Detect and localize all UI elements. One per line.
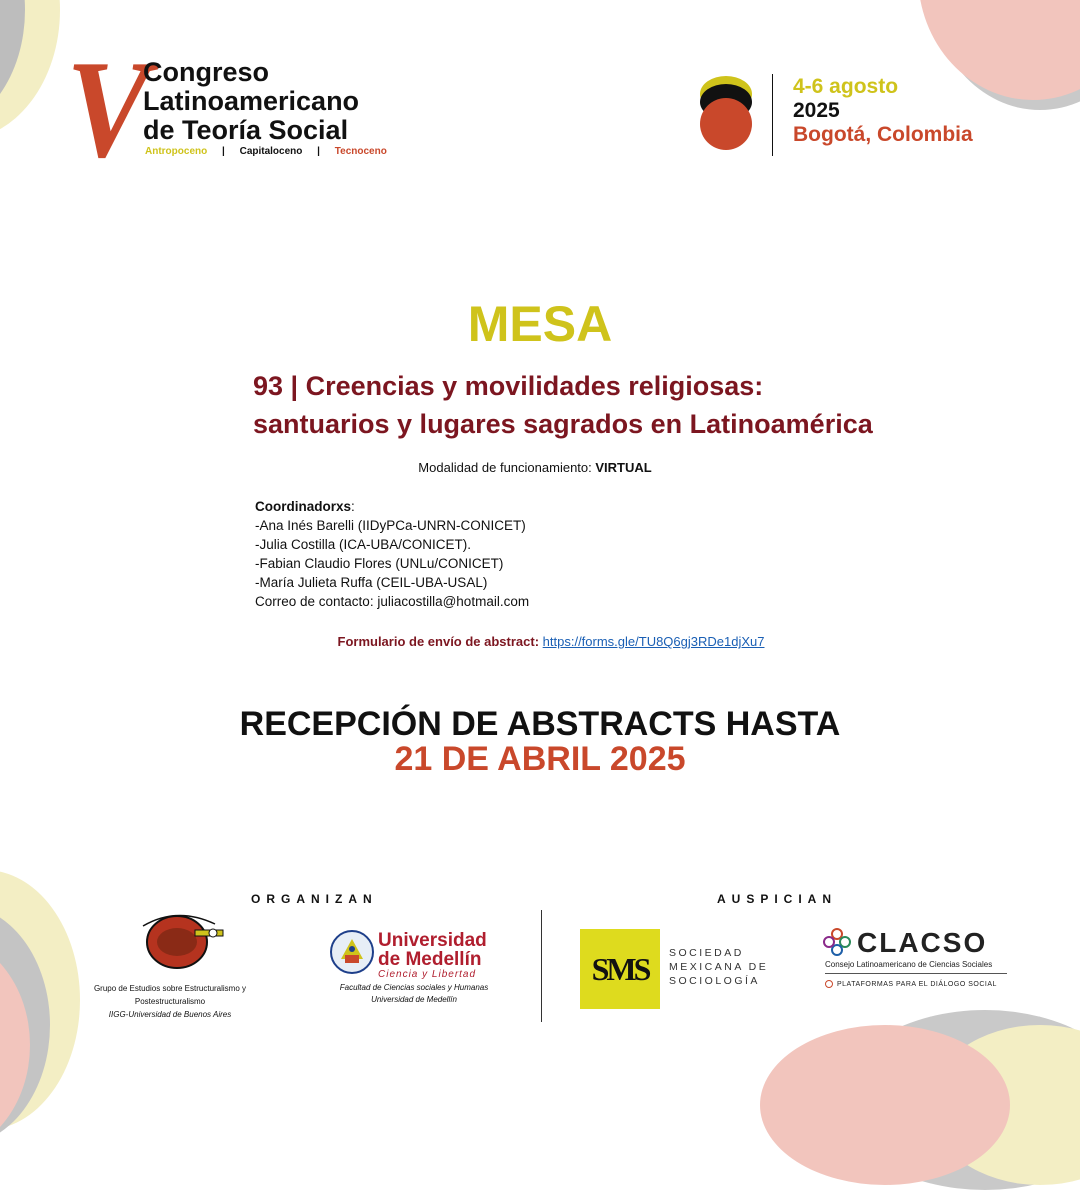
- org1-caption-line: Grupo de Estudios sobre Estructuralismo y: [93, 984, 247, 993]
- auspician-label: AUSPICIAN: [717, 892, 838, 906]
- org1-caption-line: Postestructuralismo: [134, 997, 206, 1006]
- tagline-antropoceno: Antropoceno: [145, 146, 208, 157]
- congress-title-line: Congreso: [143, 57, 270, 87]
- sms-word-line: MEXICANA DE: [669, 961, 769, 973]
- modalidad-value: VIRTUAL: [595, 460, 652, 475]
- coordinator-item: -Julia Costilla (ICA-UBA/CONICET).: [255, 537, 472, 552]
- coordinators-block: [255, 497, 529, 611]
- clacso-name: CLACSO: [857, 927, 988, 958]
- clacso-platforms: [825, 980, 997, 988]
- organizan-label: ORGANIZAN: [251, 892, 378, 906]
- tagline-separator: |: [222, 146, 225, 157]
- mesa-title: [253, 367, 953, 443]
- udem-name-line1: Universidad: [378, 930, 487, 951]
- clacso-rule: [825, 973, 1007, 974]
- grupo-estructuralismo-logo-icon: [135, 906, 227, 972]
- universidad-medellin-crest-icon: [329, 929, 375, 975]
- congress-numeral-logo: V: [66, 32, 151, 187]
- event-location: Bogotá, Colombia: [793, 123, 973, 146]
- form-link[interactable]: https://forms.gle/TU8Q6gj3RDe1djXu7: [542, 634, 765, 649]
- tagline-separator: |: [317, 146, 320, 157]
- coordinator-item: -Ana Inés Barelli (IIDyPCa-UNRN-CONICET): [255, 518, 526, 533]
- clacso-flower-icon: [823, 928, 851, 956]
- form-label: Formulario de envío de abstract:: [337, 634, 543, 649]
- udem-motto: Ciencia y Libertad: [378, 969, 477, 980]
- abstract-form-line: [0, 634, 1080, 649]
- clacso-platforms-text: PLATAFORMAS PARA EL DIÁLOGO SOCIAL: [837, 980, 997, 988]
- congress-title: [143, 58, 359, 145]
- org1-caption-line: IIGG-Universidad de Buenos Aires: [108, 1010, 232, 1019]
- sms-wordmark: [669, 946, 768, 988]
- tagline-capitaloceno: Capitaloceno: [239, 146, 303, 157]
- deadline-block: [0, 707, 1080, 777]
- org2-caption-line: Universidad de Medellín: [371, 995, 457, 1004]
- clacso-subtitle: Consejo Latinoamericano de Ciencias Sociales: [825, 960, 993, 969]
- date-emblem-icon: [698, 76, 754, 152]
- udem-wordmark: [378, 931, 487, 980]
- tagline-tecnoceno: Tecnoceno: [334, 146, 387, 157]
- coordinators-heading: [255, 497, 529, 516]
- sms-word-line: SOCIOLOGÍA: [669, 975, 760, 987]
- contact-email: Correo de contacto: juliacostilla@hotmail.com: [255, 594, 530, 609]
- event-dates: 4-6 agosto: [793, 75, 899, 98]
- sms-word-line: SOCIEDAD: [669, 947, 744, 959]
- congress-title-line: Latinoamericano: [143, 86, 360, 116]
- sms-mark: SMS: [591, 950, 649, 987]
- org2-caption: [316, 982, 512, 1006]
- event-year: 2025: [793, 99, 840, 122]
- udem-name-line2: de Medellín: [378, 949, 482, 970]
- congress-title-line: de Teoría Social: [143, 115, 349, 145]
- modalidad-line: [0, 460, 1070, 475]
- event-date-block: [793, 75, 973, 147]
- coordinator-item: -María Julieta Ruffa (CEIL-UBA-USAL): [255, 575, 488, 590]
- mesa-heading: MESA: [467, 296, 613, 352]
- modalidad-label: Modalidad de funcionamiento:: [418, 460, 596, 475]
- deadline-date: 21 DE ABRIL 2025: [394, 740, 686, 778]
- org2-caption-line: Facultad de Ciencias sociales y Humanas: [339, 983, 489, 992]
- congress-tagline: [145, 146, 387, 157]
- decor-bottom-right-pink: [760, 1025, 1010, 1185]
- mesa-title-line: santuarios y lugares sagrados en Latinoamérica: [253, 409, 873, 439]
- coordinators-heading-colon: :: [351, 499, 355, 514]
- mesa-title-line: 93 | Creencias y movilidades religiosas:: [253, 371, 764, 401]
- org1-caption: [80, 982, 260, 1021]
- deadline-heading: RECEPCIÓN DE ABSTRACTS HASTA: [239, 705, 841, 743]
- footer-divider: [541, 910, 542, 1022]
- coordinator-item: -Fabian Claudio Flores (UNLu/CONICET): [255, 556, 504, 571]
- coordinators-heading-text: Coordinadorxs: [255, 499, 352, 514]
- date-divider: [772, 74, 773, 156]
- sms-logo: [580, 929, 660, 1009]
- clacso-dot-icon: [825, 980, 833, 988]
